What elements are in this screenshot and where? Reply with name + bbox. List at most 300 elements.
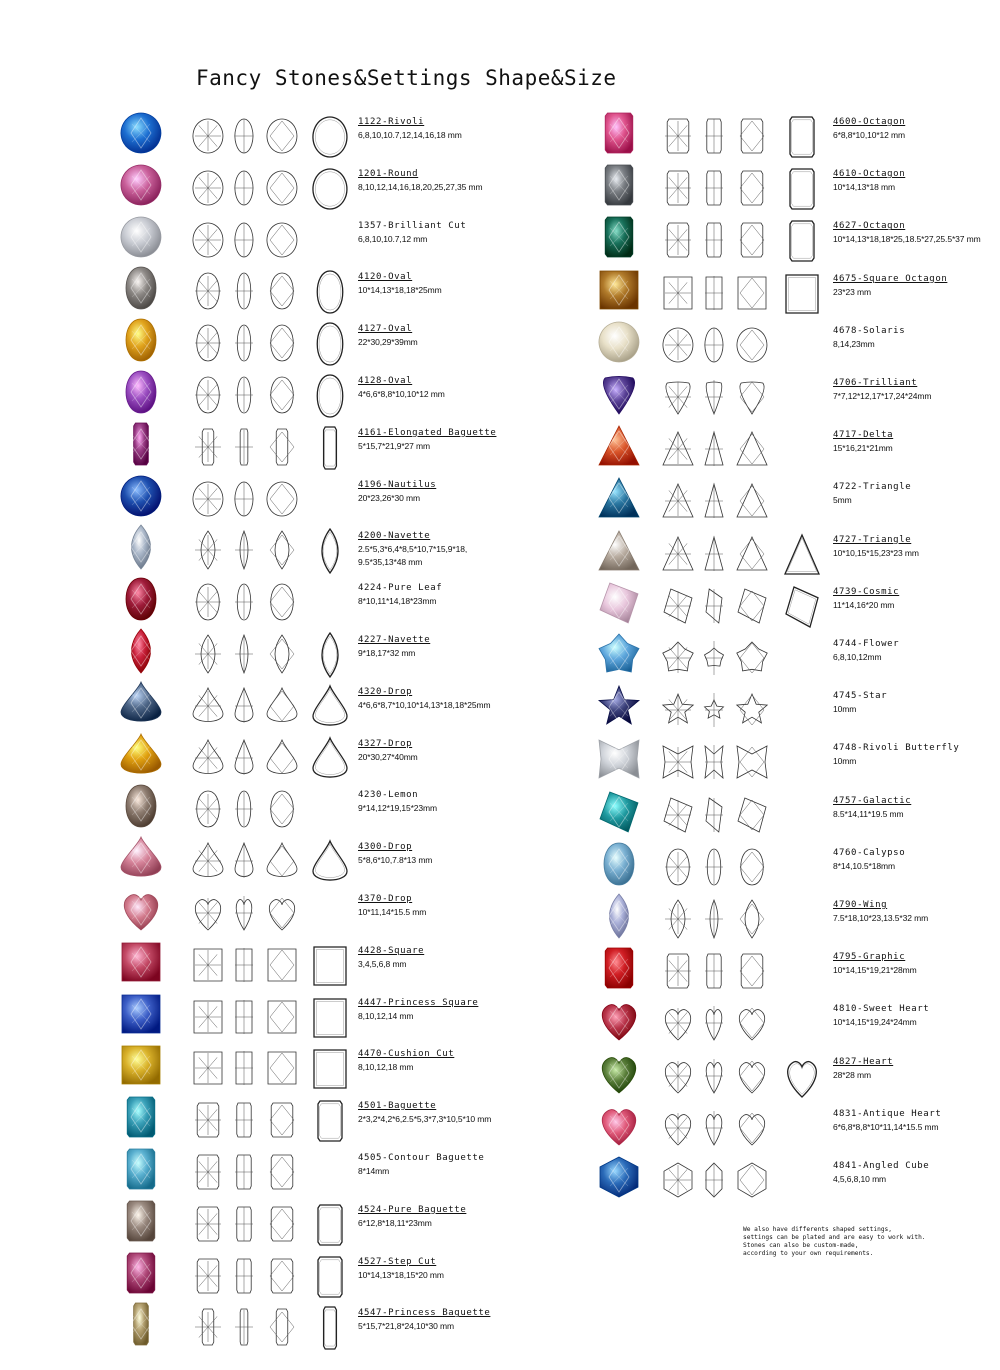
drawing-bottom (734, 429, 770, 469)
stone-row (590, 580, 1000, 632)
drawing-bottom (264, 686, 300, 726)
stone-sizes: 8.5*14,11*19.5 mm (833, 808, 904, 819)
setting-drawing-heart (782, 1054, 822, 1100)
gem-photo-square (118, 1042, 164, 1088)
gem-image (118, 939, 164, 985)
gem-image (118, 473, 164, 519)
drawing-bottom (264, 479, 300, 519)
drawing-bottom (734, 168, 770, 208)
stone-name: 4320-Drop (358, 686, 413, 697)
bottom-drawing-round (264, 479, 300, 519)
stone-sizes: 6*12,8*18,11*23mm (358, 1217, 432, 1228)
drawing-side (232, 479, 256, 519)
top-drawing-oval (190, 789, 226, 829)
bottom-drawing-heart (264, 893, 300, 933)
stone-info (833, 273, 947, 299)
stone-name: 4196-Nautilus (358, 479, 437, 490)
gem-photo-round (118, 473, 164, 519)
gem-photo-drop (118, 835, 164, 881)
bottom-drawing-triangle (734, 429, 770, 469)
stone-name: 4505-Contour Baguette (358, 1153, 485, 1163)
gem-photo-navette (118, 524, 164, 570)
gem-image (118, 732, 164, 778)
stone-name: 4841-Angled Cube (833, 1161, 930, 1171)
stone-info (833, 325, 905, 351)
drawing-bottom (264, 1152, 300, 1192)
side-drawing-heart (702, 1108, 726, 1148)
stone-row (590, 475, 1000, 527)
gem-photo-rect (118, 1146, 164, 1192)
stone-sizes: 23*23 mm (833, 286, 871, 297)
setting-frame (310, 1046, 350, 1092)
stone-row (590, 789, 1000, 841)
setting-drawing-navette (310, 528, 350, 574)
drawing-side (702, 116, 726, 156)
top-drawing-square (190, 1048, 226, 1088)
gem-photo-rect (118, 1198, 164, 1244)
bottom-drawing-square (734, 273, 770, 313)
stone-row (0, 680, 590, 732)
drawing-top (190, 479, 226, 519)
drawing-side (232, 1204, 256, 1244)
stone-name: 4527-Step Cut (358, 1256, 437, 1267)
stone-sizes: 8,10,12,14 mm (358, 1010, 414, 1021)
stone-info (358, 841, 432, 867)
drawing-side (232, 1100, 256, 1140)
gem-photo-navette (118, 628, 164, 674)
top-drawing-flower (660, 638, 696, 678)
stone-name: 4470-Cushion Cut (358, 1049, 455, 1060)
stone-sizes: 10mm (833, 756, 857, 767)
side-drawing-heart (232, 893, 256, 933)
top-drawing-rect (660, 168, 696, 208)
stone-name: 4744-Flower (833, 639, 900, 649)
drawing-side (232, 582, 256, 622)
drawing-bottom (264, 323, 300, 363)
side-drawing-cosmic (702, 795, 726, 835)
drawing-side (232, 738, 256, 778)
setting-drawing-drop (310, 839, 350, 885)
drawing-bottom (734, 1003, 770, 1043)
gem-image (596, 945, 642, 991)
drawing-bottom (734, 586, 770, 626)
setting-frame (310, 373, 350, 419)
drawing-side (232, 116, 256, 156)
stone-name: 4745-Star (833, 691, 888, 702)
top-drawing-square (190, 945, 226, 985)
drawing-side (702, 899, 726, 939)
stone-sizes: 10*14,15*19,21*28mm (833, 965, 917, 976)
top-drawing-oval (660, 847, 696, 887)
bottom-drawing-heart (734, 1003, 770, 1043)
stone-row (0, 1146, 590, 1198)
gem-photo-oval (118, 576, 164, 622)
gem-photo-oval (118, 317, 164, 363)
top-drawing-drop (190, 738, 226, 778)
drawing-top (190, 893, 226, 933)
side-drawing-oval (232, 789, 256, 829)
stone-info (833, 795, 911, 821)
stone-row (0, 1094, 590, 1146)
gem-photo-oval (118, 265, 164, 311)
side-drawing-triangle (702, 534, 726, 574)
drawing-top (190, 271, 226, 311)
setting-drawing-navette (310, 632, 350, 678)
stone-info (833, 1108, 941, 1134)
stone-info (358, 168, 483, 194)
drawing-bottom (264, 1256, 300, 1296)
stone-sizes: 10*10,15*15,23*23 mm (833, 547, 919, 558)
gem-photo-cosmic (596, 789, 642, 835)
stone-row (590, 1102, 1000, 1154)
drawing-bottom (734, 273, 770, 313)
bottom-drawing-round (264, 116, 300, 156)
stone-sizes: 5mm (833, 495, 852, 506)
setting-frame (310, 1254, 350, 1300)
side-drawing-oval (232, 375, 256, 415)
setting-frame (782, 218, 822, 264)
side-drawing-navette (702, 899, 726, 939)
stone-info (358, 1256, 444, 1282)
stone-name: 4790-Wing (833, 900, 888, 910)
stone-name: 4327-Drop (358, 738, 413, 749)
setting-frame (782, 532, 822, 578)
stone-row (590, 214, 1000, 266)
drawing-top (190, 530, 226, 570)
drawing-bottom (734, 1108, 770, 1148)
gem-image (596, 632, 642, 678)
stone-row (590, 893, 1000, 945)
side-drawing-star (702, 690, 726, 730)
drawing-top (660, 377, 696, 417)
stone-sizes: 6*6,8*8,8*10*11,14*15.5 mm (833, 1121, 939, 1132)
drawing-bottom (264, 427, 300, 467)
stone-row (590, 319, 1000, 371)
stone-info (833, 534, 919, 560)
top-drawing-round (190, 116, 226, 156)
side-drawing-flower (702, 638, 726, 678)
stone-row (0, 369, 590, 421)
stone-row (0, 214, 590, 266)
stone-row (0, 991, 590, 1043)
side-drawing-triangle (702, 481, 726, 521)
bottom-drawing-rect (734, 220, 770, 260)
drawing-top (660, 534, 696, 574)
top-drawing-heart (190, 893, 226, 933)
stone-sizes-cont: 9.5*35,13*48 mm (358, 557, 423, 568)
stone-row (590, 1050, 1000, 1102)
stone-row (590, 736, 1000, 788)
gem-image (118, 1042, 164, 1088)
side-drawing-oval (232, 271, 256, 311)
stone-row (590, 1154, 1000, 1206)
setting-drawing-square (310, 995, 350, 1041)
stone-name: 1201-Round (358, 168, 419, 179)
setting-frame (310, 943, 350, 989)
side-drawing-cosmic (702, 586, 726, 626)
drawing-top (660, 429, 696, 469)
stone-name: 4831-Antique Heart (833, 1108, 942, 1119)
gem-image (596, 841, 642, 887)
drawing-top (660, 481, 696, 521)
setting-drawing-rect (782, 166, 822, 212)
drawing-bottom (264, 789, 300, 829)
bottom-drawing-drop (264, 841, 300, 881)
drawing-bottom (734, 795, 770, 835)
drawing-top (660, 1108, 696, 1148)
gem-image (118, 1198, 164, 1244)
setting-drawing-oval (310, 373, 350, 419)
gem-photo-round (118, 162, 164, 208)
side-drawing-long (232, 1307, 256, 1347)
top-drawing-heart (660, 1003, 696, 1043)
stone-name: 4300-Drop (358, 842, 413, 853)
side-drawing-square (702, 273, 726, 313)
bottom-drawing-rect (734, 168, 770, 208)
top-drawing-star (660, 690, 696, 730)
stone-row (0, 317, 590, 369)
setting-drawing-drop (310, 736, 350, 782)
top-drawing-square (660, 273, 696, 313)
gem-image (118, 1301, 164, 1347)
stone-sizes: 9*14,12*19,15*23mm (358, 803, 438, 814)
stone-sizes: 8,10,12,14,16,18,20,25,27,35 mm (358, 181, 483, 192)
bottom-drawing-square (264, 945, 300, 985)
setting-drawing-rect (310, 1254, 350, 1300)
side-drawing-oval (232, 582, 256, 622)
drawing-side (232, 427, 256, 467)
drawing-top (190, 323, 226, 363)
setting-drawing-long (310, 425, 350, 471)
stone-name: 4600-Octagon (833, 117, 906, 127)
top-drawing-rect (190, 1256, 226, 1296)
gem-image (118, 1146, 164, 1192)
side-drawing-square (232, 997, 256, 1037)
bottom-drawing-rect (264, 1204, 300, 1244)
stone-sizes: 10*14,13*18,18*25mm (358, 285, 442, 296)
drawing-top (660, 1160, 696, 1200)
side-drawing-drop (232, 686, 256, 726)
setting-frame (310, 269, 350, 315)
stone-name: 4706-Trilliant (833, 378, 918, 388)
top-drawing-oval (190, 375, 226, 415)
bottom-drawing-oval (264, 323, 300, 363)
gem-image (596, 267, 642, 313)
side-drawing-round (232, 116, 256, 156)
stone-info (358, 997, 478, 1023)
drawing-bottom (264, 1307, 300, 1347)
stone-row (0, 110, 590, 162)
drawing-bottom (264, 168, 300, 208)
drawing-side (232, 893, 256, 933)
gem-photo-heart (596, 1102, 642, 1148)
stone-info (833, 690, 887, 716)
stone-info (358, 375, 445, 401)
bottom-drawing-drop (264, 738, 300, 778)
side-drawing-square (232, 1048, 256, 1088)
setting-frame (782, 166, 822, 212)
drawing-bottom (734, 220, 770, 260)
side-drawing-drop (232, 738, 256, 778)
gem-image (596, 1102, 642, 1148)
bottom-drawing-cube (734, 1160, 770, 1200)
stone-name: 4447-Princess Square (358, 997, 479, 1008)
stone-row (590, 997, 1000, 1049)
drawing-side (232, 945, 256, 985)
bottom-drawing-cosmic (734, 795, 770, 835)
drawing-side (232, 1048, 256, 1088)
stone-row (0, 421, 590, 473)
stone-name: 4120-Oval (358, 272, 413, 283)
top-drawing-rect (190, 1100, 226, 1140)
bottom-drawing-round (264, 168, 300, 208)
side-drawing-drop (232, 841, 256, 881)
gem-photo-round (118, 214, 164, 260)
drawing-side (232, 789, 256, 829)
gem-image (596, 214, 642, 260)
stone-sizes: 5*15,7*21,8*24,10*30 mm (358, 1321, 454, 1332)
drawing-bottom (734, 377, 770, 417)
side-drawing-rect (702, 168, 726, 208)
stone-info (833, 1003, 929, 1029)
side-drawing-round (232, 220, 256, 260)
bottom-drawing-heart (734, 1108, 770, 1148)
drawing-top (190, 1100, 226, 1140)
drawing-top (660, 847, 696, 887)
top-drawing-rect (660, 116, 696, 156)
drawing-bottom (264, 530, 300, 570)
stone-sizes: 11*14,16*20 mm (833, 599, 895, 610)
stone-sizes: 7.5*18,10*23,13.5*32 mm (833, 913, 929, 923)
drawing-side (232, 1307, 256, 1347)
gem-image (596, 580, 642, 626)
stone-name: 4717-Delta (833, 430, 894, 441)
top-drawing-drop (190, 686, 226, 726)
drawing-top (190, 945, 226, 985)
stone-info (358, 1204, 466, 1230)
stone-info (833, 116, 905, 142)
gem-photo-oval (118, 369, 164, 415)
stone-name: 4722-Triangle (833, 482, 912, 493)
stone-name: 4547-Princess Baguette (358, 1308, 491, 1319)
stone-sizes: 10*11,14*15.5 mm (358, 907, 427, 917)
drawing-bottom (734, 116, 770, 156)
stone-sizes: 8,14,23mm (833, 338, 875, 349)
side-drawing-rect (232, 1204, 256, 1244)
setting-drawing-rect (782, 114, 822, 160)
bottom-drawing-oval (264, 375, 300, 415)
drawing-top (660, 795, 696, 835)
top-drawing-trilliant (660, 377, 696, 417)
bottom-drawing-long (264, 427, 300, 467)
bottom-drawing-rect (734, 951, 770, 991)
stone-name: 4524-Pure Baguette (358, 1204, 467, 1215)
stone-sizes: 10*14,15*19,24*24mm (833, 1017, 917, 1028)
bottom-drawing-round (734, 325, 770, 365)
gem-image (596, 423, 642, 469)
drawing-top (190, 220, 226, 260)
stone-info (358, 789, 437, 815)
stone-info (358, 582, 442, 608)
top-drawing-oval (190, 271, 226, 311)
drawing-side (232, 220, 256, 260)
bottom-drawing-navette (264, 634, 300, 674)
setting-frame (310, 114, 350, 160)
side-drawing-square (232, 945, 256, 985)
drawing-side (702, 795, 726, 835)
stone-row (590, 684, 1000, 736)
gem-image (596, 789, 642, 835)
top-drawing-navette (190, 634, 226, 674)
setting-frame (310, 839, 350, 885)
drawing-top (190, 116, 226, 156)
drawing-top (660, 325, 696, 365)
gem-image (118, 1094, 164, 1140)
drawing-side (702, 847, 726, 887)
setting-frame (782, 584, 822, 630)
side-drawing-oval (702, 847, 726, 887)
gem-photo-star (596, 684, 642, 730)
top-drawing-round (190, 220, 226, 260)
stone-sizes: 6,8,10,12mm (833, 652, 882, 662)
drawing-bottom (264, 582, 300, 622)
gem-image (118, 317, 164, 363)
drawing-side (702, 690, 726, 730)
drawing-top (660, 742, 696, 782)
stone-info (358, 634, 430, 660)
bottom-drawing-navette (264, 530, 300, 570)
stone-row (0, 783, 590, 835)
gem-image (596, 736, 642, 782)
setting-drawing-oval (310, 269, 350, 315)
stone-info (833, 220, 981, 246)
page-title: Fancy Stones&Settings Shape&Size (196, 66, 617, 90)
stone-info (358, 1307, 490, 1333)
bottom-drawing-star (734, 690, 770, 730)
side-drawing-triangle (702, 429, 726, 469)
drawing-top (660, 951, 696, 991)
drawing-side (702, 534, 726, 574)
setting-drawing-long (310, 1305, 350, 1351)
stone-info (358, 1152, 484, 1178)
setting-frame (310, 1305, 350, 1351)
stone-row (0, 1301, 590, 1353)
bottom-drawing-square (264, 1048, 300, 1088)
stone-info (358, 116, 462, 142)
stone-row (0, 1250, 590, 1302)
stone-info (358, 686, 490, 712)
gem-photo-rect (118, 1250, 164, 1296)
drawing-top (190, 1256, 226, 1296)
stone-row (0, 732, 590, 784)
gem-photo-navette (596, 893, 642, 939)
stone-info (358, 893, 426, 919)
stone-row (0, 628, 590, 680)
top-drawing-round (190, 168, 226, 208)
top-drawing-long (190, 427, 226, 467)
stone-info (833, 168, 905, 194)
drawing-bottom (264, 1048, 300, 1088)
bottom-drawing-oval (264, 271, 300, 311)
stone-info (358, 479, 436, 505)
stone-row (0, 265, 590, 317)
gem-photo-rect (596, 214, 642, 260)
stone-sizes: 20*23,26*30 mm (358, 492, 420, 503)
gem-image (118, 835, 164, 881)
gem-image (118, 1250, 164, 1296)
drawing-top (660, 168, 696, 208)
side-drawing-rect (702, 220, 726, 260)
